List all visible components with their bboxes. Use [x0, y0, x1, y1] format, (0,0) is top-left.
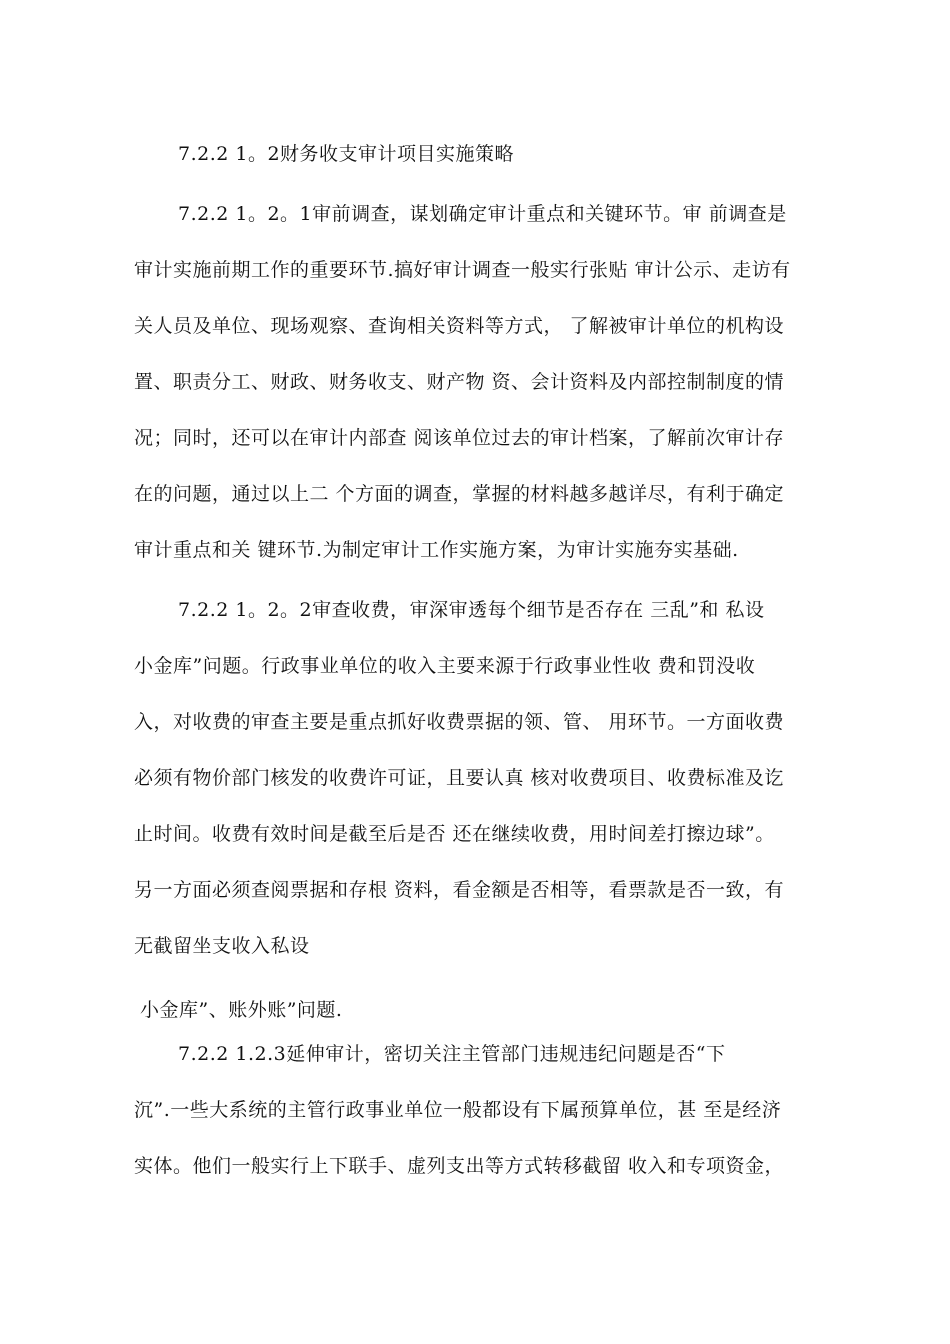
paragraph-line: 实体。他们一般实行上下联手、虚列支出等方式转移截留 收入和专项资金，	[134, 1155, 785, 1177]
paragraph-line: 置、职责分工、财政、财务收支、财产物 资、会计资料及内部控制制度的情	[134, 371, 785, 393]
paragraph-line: 入，对收费的审查主要是重点抓好收费票据的领、管、 用环节。一方面收费	[134, 711, 785, 733]
paragraph-line: 必须有物价部门核发的收费许可证，且要认真 核对收费项目、收费标准及讫	[134, 767, 785, 789]
paragraph-line: 止时间。收费有效时间是截至后是否 还在继续收费，用时间差打擦边球”。	[134, 823, 775, 845]
section-heading: 7.2.2 1。2财务收支审计项目实施策略	[178, 143, 515, 165]
paragraph-line: 无截留坐支收入私设	[134, 935, 310, 957]
paragraph-line: 小金库”、账外账”问题.	[140, 999, 343, 1021]
paragraph-line: 另一方面必须查阅票据和存根 资料，看金额是否相等，看票款是否一致，有	[134, 879, 785, 901]
paragraph-line: 7.2.2 1。2。1审前调查，谋划确定审计重点和关键环节。审 前调查是	[178, 203, 787, 225]
paragraph-line: 7.2.2 1.2.3延伸审计，密切关注主管部门违规违纪问题是否“下	[178, 1043, 726, 1065]
paragraph-line: 关人员及单位、现场观察、查询相关资料等方式， 了解被审计单位的机构设	[134, 315, 785, 337]
paragraph-line: 况；同时，还可以在审计内部查 阅该单位过去的审计档案，了解前次审计存	[134, 427, 785, 449]
paragraph-line: 7.2.2 1。2。2审查收费，审深审透每个细节是否存在 三乱”和 私设	[178, 599, 765, 621]
paragraph-line: 审计重点和关 键环节.为制定审计工作实施方案，为审计实施夯实基础.	[134, 539, 739, 561]
paragraph-line: 审计实施前期工作的重要环节.搞好审计调查一般实行张贴 审计公示、走访有	[134, 259, 791, 281]
paragraph-line: 在的问题，通过以上二 个方面的调查，掌握的材料越多越详尽，有利于确定	[134, 483, 785, 505]
paragraph-line: 沉”.一些大系统的主管行政事业单位一般都设有下属预算单位，甚 至是经济	[134, 1099, 782, 1121]
paragraph-line: 小金库”问题。行政事业单位的收入主要来源于行政事业性收 费和罚没收	[134, 655, 756, 677]
